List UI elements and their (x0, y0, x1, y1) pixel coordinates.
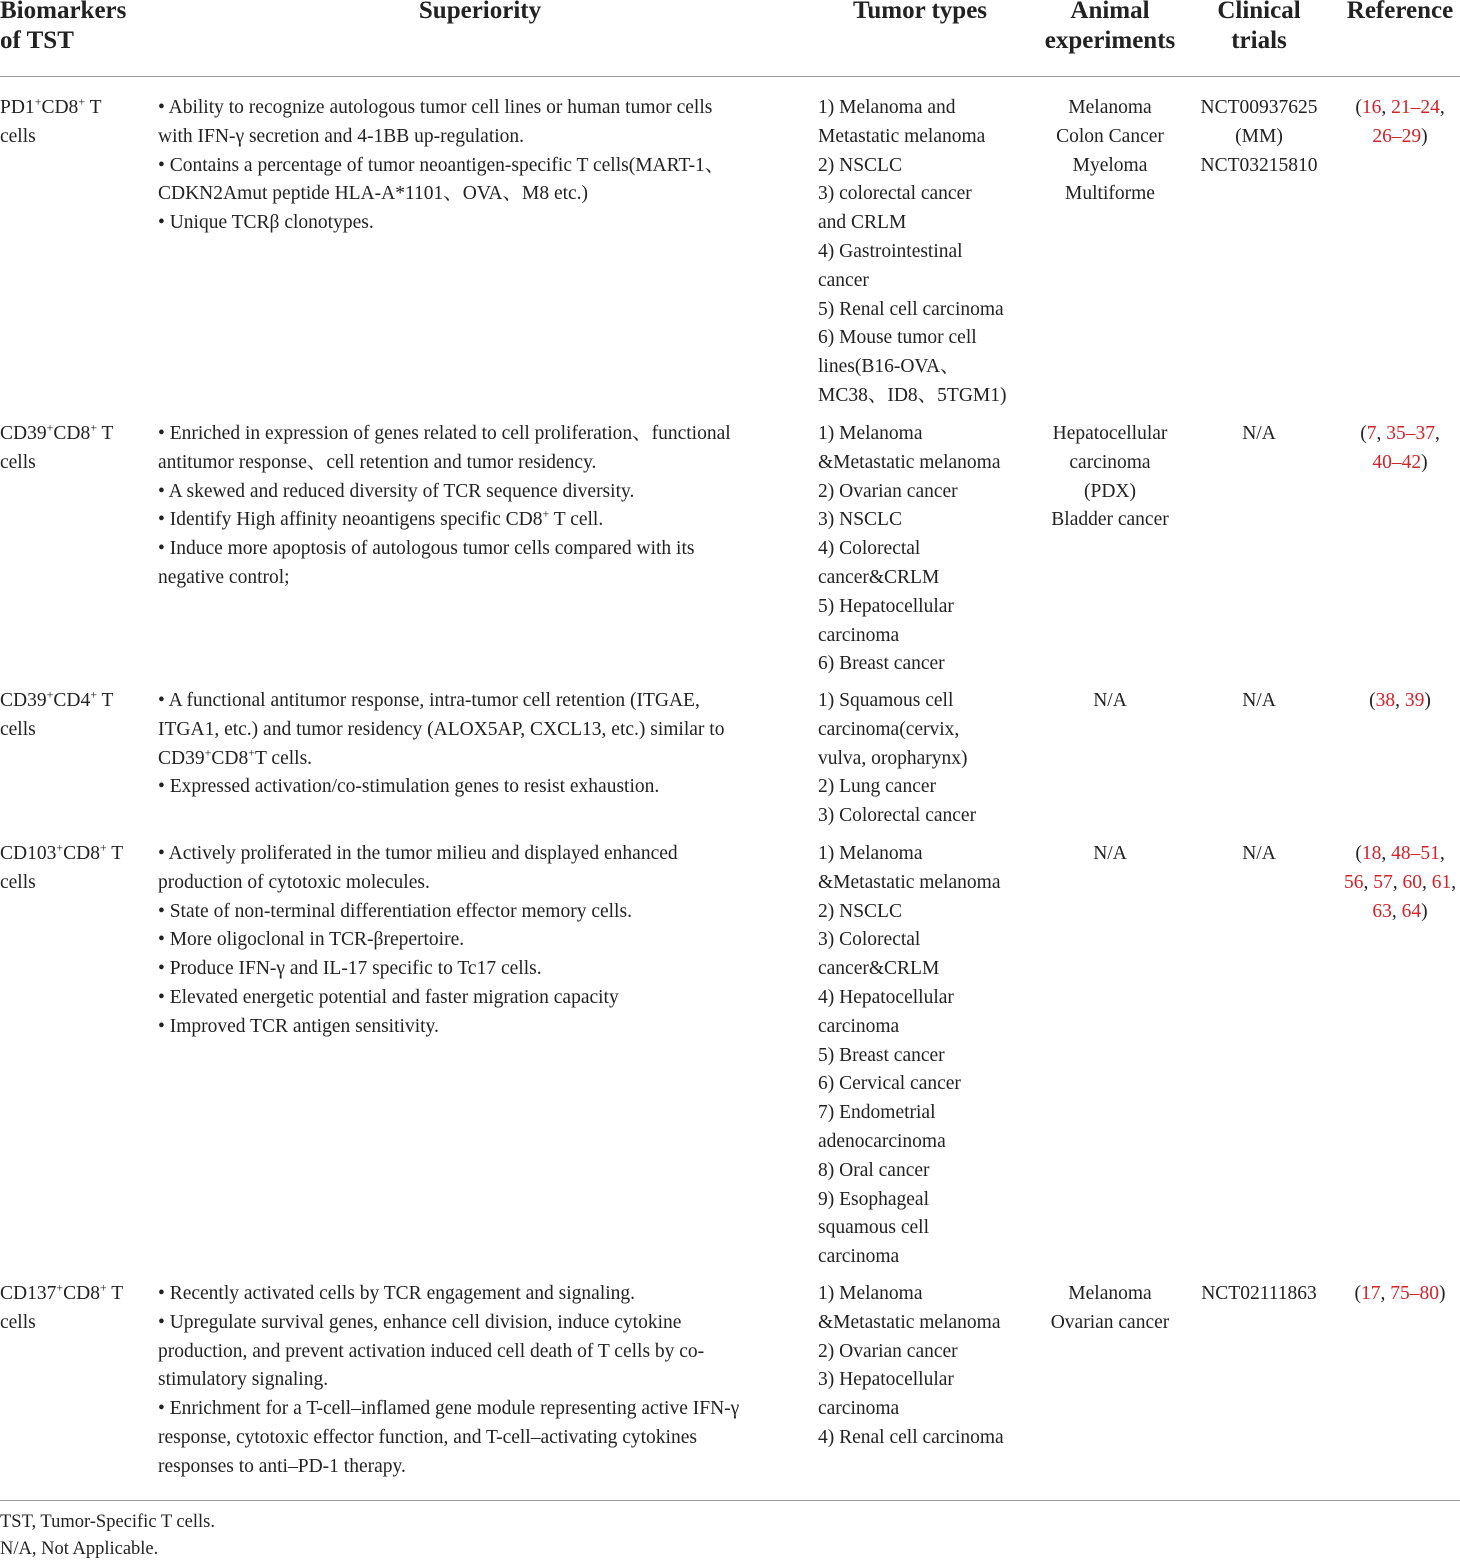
reference-cell: (17, 75–80) (1354, 1283, 1446, 1304)
superiority-cell: • Recently activated cells by TCR engagement and signaling. • Upregulate survival genes, enhance cell division, induce cytokine production, and prevent activation induced cell death of T cells by co- stimulatory signaling. • Enrichment for a T-cell–inflamed gene module representing active IFN-γ response, cytotoxic effector function, and T-cell–activating cytokines responses to anti–PD-1 therapy. (158, 1283, 740, 1477)
reference-link[interactable]: 48–51 (1391, 843, 1440, 864)
col-header-animal-experiments: Animal experiments (1044, 0, 1176, 54)
footnote-na: N/A, Not Applicable. (0, 1539, 159, 1559)
superiority-cell: • Actively proliferated in the tumor milieu and displayed enhanced production of cytotoxic molecules. • State of non-terminal differentiation effector memory cells. • More oligoclonal in TCR-βrepertoire. • Produce IFN-γ and IL-17 specific to Tc17 cells. • Elevated energetic potential and faster migration capacity • Improved TCR antigen sensitivity. (158, 843, 678, 1037)
reference-link[interactable]: 35–37 (1386, 423, 1435, 444)
clinical-trials-cell: NCT00937625 (MM) NCT03215810 (1200, 97, 1318, 176)
col-header-superiority: Superiority (418, 0, 542, 24)
reference-link[interactable]: 56 (1343, 871, 1364, 893)
col-header-biomarkers: Biomarkers of TST (0, 0, 127, 54)
reference-link[interactable]: 17 (1361, 1283, 1381, 1304)
reference-link[interactable]: 39 (1404, 690, 1425, 711)
reference-link[interactable]: 18 (1361, 843, 1382, 864)
col-header-reference: Reference (1346, 0, 1454, 24)
reference-link[interactable]: 61 (1431, 871, 1452, 893)
reference-link[interactable]: 64 (1401, 900, 1422, 922)
reference-link[interactable]: 63 (1372, 900, 1392, 922)
tumor-types-cell: 1) Squamous cell carcinoma(cervix, vulva, oropharynx) 2) Lung cancer 3) Colorectal cancer (818, 690, 977, 827)
reference-link[interactable]: 60 (1402, 871, 1422, 893)
tumor-types-cell: 1) Melanoma &Metastatic melanoma 2) Ovarian cancer 3) NSCLC 4) Colorectal cancer&CRLM 5) Hepatocellular carcinoma 6) Breast cancer (818, 423, 1001, 675)
superiority-cell: • Ability to recognize autologous tumor cell lines or human tumor cells with IFN-γ secretion and 4-1BB up-regulation. • Contains a percentage of tumor neoantigen-specific T cells(MART-1、 CDKN2Amut peptide HLA-A*1101、OVA、M8 etc.) • Unique TCRβ clonotypes. (158, 97, 725, 234)
table-header (0, 0, 1460, 77)
biomarker-cell: CD39+CD8+ T cells (0, 420, 114, 473)
reference-link[interactable]: 26–29 (1372, 125, 1422, 147)
biomarker-cell: CD103+CD8+ T cells (0, 840, 124, 893)
reference-link[interactable]: 7 (1366, 423, 1377, 444)
reference-cell: (16, 21–24, 26–29) (1355, 97, 1445, 147)
footnote-tst: TST, Tumor-Specific T cells. (0, 1512, 215, 1532)
animal-experiments-cell: Hepatocellular carcinoma (PDX) Bladder cancer (1051, 423, 1169, 531)
reference-link[interactable]: 16 (1361, 97, 1382, 118)
animal-experiments-cell: Melanoma Ovarian cancer (1050, 1283, 1170, 1333)
table-footnotes (0, 1500, 1460, 1563)
animal-experiments-cell: N/A (1093, 690, 1127, 711)
superiority-cell: • A functional antitumor response, intra-tumor cell retention (ITGAE, ITGA1, etc.) and tumor residency (ALOX5AP, CXCL13, etc.) similar to CD39+CD8+T cells. • Expressed activation/co-stimulation genes to resist exhaustion. (158, 690, 725, 798)
reference-link[interactable]: 57 (1373, 871, 1393, 893)
reference-link[interactable]: 38 (1375, 690, 1396, 711)
col-header-tumor-types: Tumor types (852, 0, 988, 24)
tumor-types-cell: 1) Melanoma &Metastatic melanoma 2) Ovarian cancer 3) Hepatocellular carcinoma 4) Renal cell carcinoma (818, 1283, 1004, 1448)
clinical-trials-cell: N/A (1242, 423, 1276, 444)
reference-link[interactable]: 21–24 (1391, 97, 1440, 118)
superiority-cell: • Enriched in expression of genes related to cell proliferation、functional antitumor response、cell retention and tumor residency. • A skewed and reduced diversity of TCR sequence diversity. • Identify High affinity neoantigens specific CD8+ T cell. • Induce more apoptosis of autologous tumor cells compared with its negative control; (158, 423, 731, 588)
biomarker-cell: PD1+CD8+ T cells (0, 94, 102, 147)
reference-cell: (18, 48–51, 56, 57, 60, 61, 63, 64) (1343, 843, 1457, 922)
biomarker-cell: CD39+CD4+ T cells (0, 687, 114, 740)
clinical-trials-cell: N/A (1242, 690, 1276, 711)
tumor-types-cell: 1) Melanoma and Metastatic melanoma 2) NSCLC 3) colorectal cancer and CRLM 4) Gastrointestinal cancer 5) Renal cell carcinoma 6) Mouse tumor cell lines(B16-OVA、 MC38、ID8、5TGM1) (818, 97, 1007, 406)
clinical-trials-cell: N/A (1242, 843, 1276, 864)
animal-experiments-cell: Melanoma Colon Cancer Myeloma Multiforme (1056, 97, 1164, 205)
reference-cell: (7, 35–37, 40–42) (1360, 423, 1440, 473)
reference-link[interactable]: 40–42 (1372, 451, 1422, 473)
clinical-trials-cell: NCT02111863 (1201, 1283, 1317, 1304)
col-header-clinical-trials: Clinical trials (1217, 0, 1301, 54)
animal-experiments-cell: N/A (1093, 843, 1127, 864)
reference-link[interactable]: 75–80 (1390, 1283, 1439, 1304)
reference-cell: (38, 39) (1369, 690, 1431, 711)
tumor-types-cell: 1) Melanoma &Metastatic melanoma 2) NSCLC 3) Colorectal cancer&CRLM 4) Hepatocellular carcinoma 5) Breast cancer 6) Cervical cancer 7) Endometrial adenocarcinoma 8) Oral cancer 9) Esophageal squamous cell carcinoma (818, 843, 1001, 1268)
biomarker-cell: CD137+CD8+ T cells (0, 1280, 124, 1333)
